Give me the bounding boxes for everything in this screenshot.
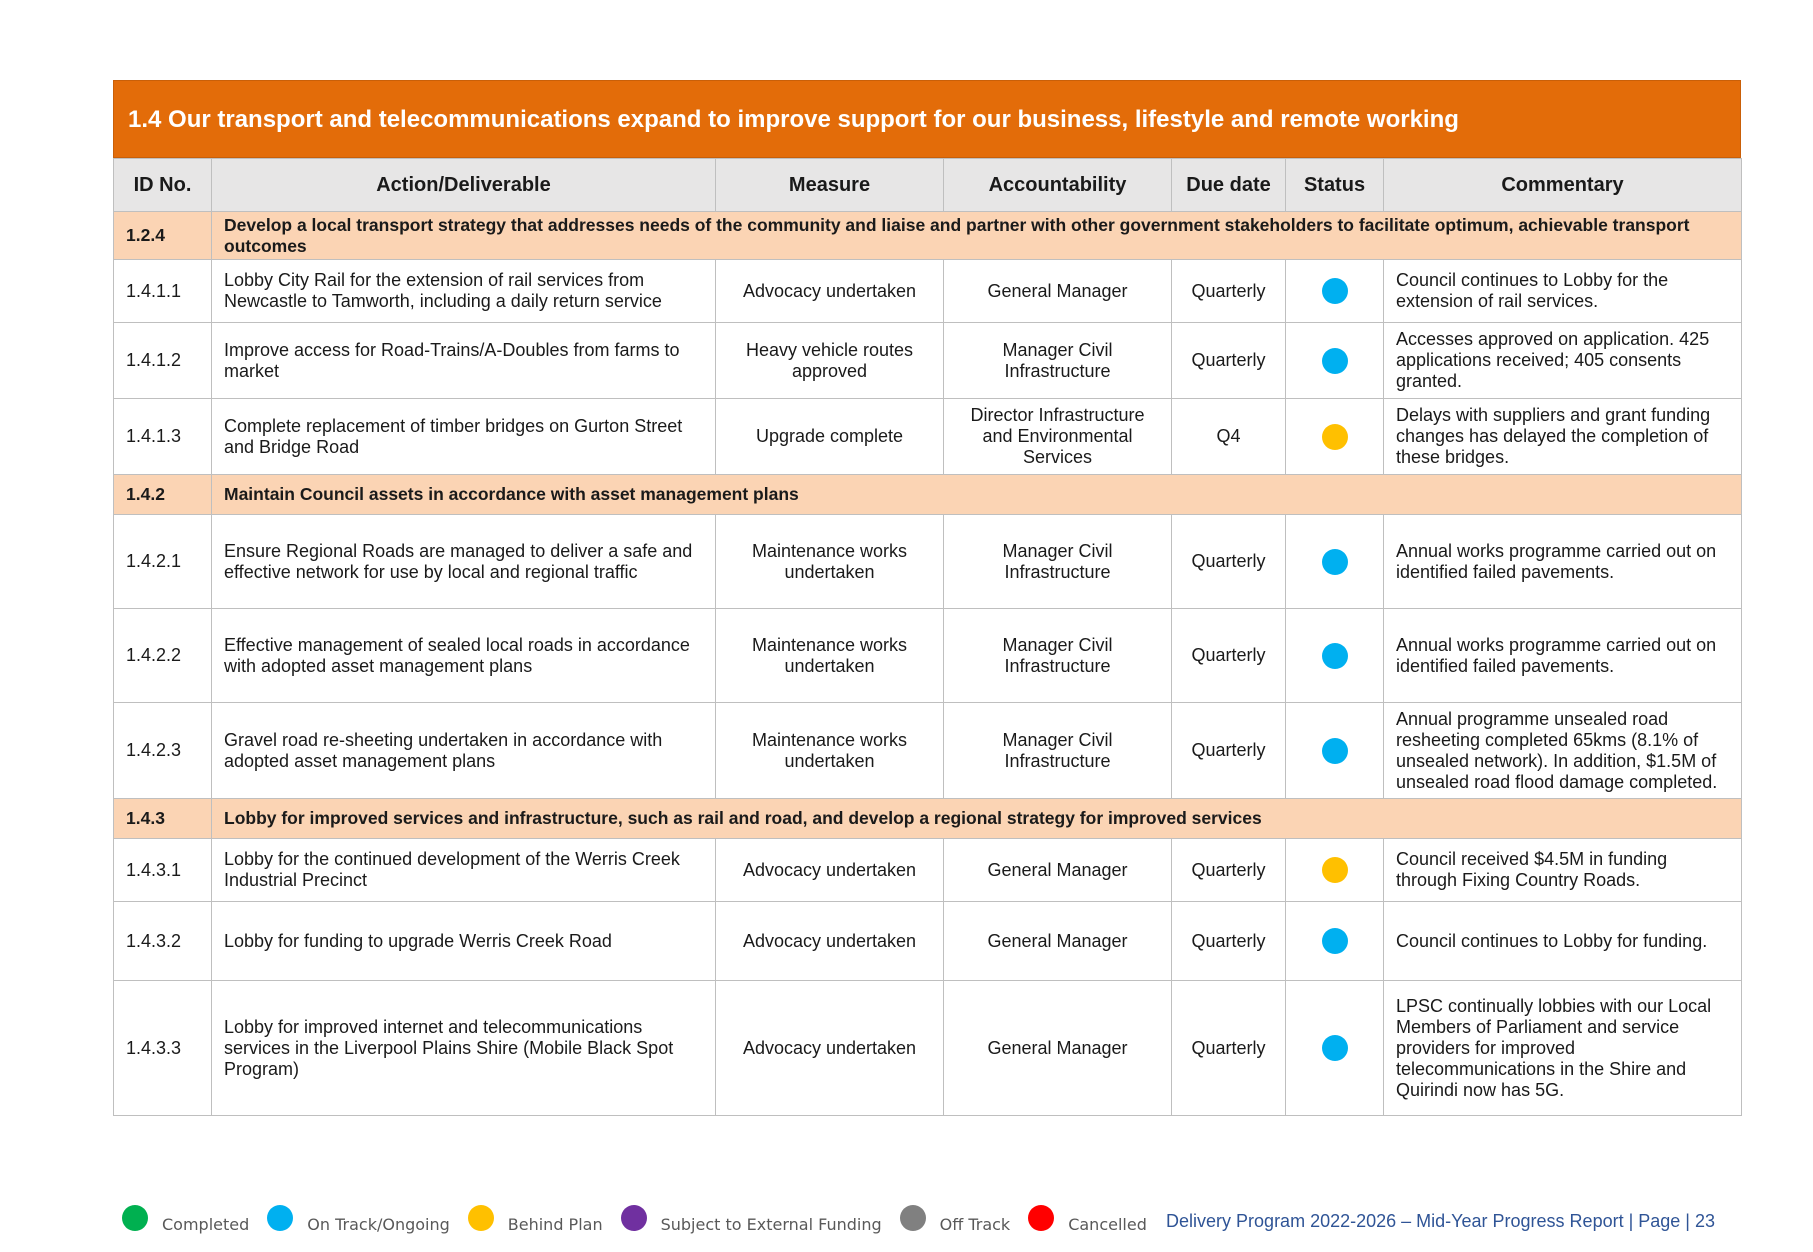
row-measure: Advocacy undertaken xyxy=(716,902,944,981)
section-row xyxy=(114,212,1742,260)
row-measure: Advocacy undertaken xyxy=(716,260,944,323)
legend-off-track xyxy=(900,1211,1011,1237)
section-title: Lobby for improved services and infrastructure, such as rail and road, and develop a regional strategy for improved services xyxy=(212,799,1742,839)
section-title: Develop a local transport strategy that addresses needs of the community and liaise and partner with other government stakeholders to facilitate optimum, achievable transport outcomes xyxy=(212,212,1742,260)
row-commentary: Annual programme unsealed road resheeting completed 65kms (8.1% of unsealed network). In addition, $1.5M of unsealed road flood damage completed. xyxy=(1384,703,1742,799)
row-status xyxy=(1286,902,1384,981)
legend-on-track xyxy=(267,1211,450,1237)
status-dot-icon xyxy=(1322,348,1348,374)
row-status xyxy=(1286,515,1384,609)
row-action: Ensure Regional Roads are managed to deliver a safe and effective network for use by local and regional traffic xyxy=(212,515,716,609)
header-commentary: Commentary xyxy=(1384,159,1742,212)
row-action: Complete replacement of timber bridges on Gurton Street and Bridge Road xyxy=(212,399,716,475)
status-dot-icon xyxy=(1322,549,1348,575)
legend-label: Completed xyxy=(162,1214,250,1234)
actions-table xyxy=(113,158,1742,1116)
header-due-date: Due date xyxy=(1172,159,1286,212)
legend-label: Cancelled xyxy=(1068,1214,1147,1234)
table-row xyxy=(114,323,1742,399)
status-dot-icon xyxy=(1322,424,1348,450)
row-commentary: LPSC continually lobbies with our Local Members of Parliament and service providers for improved telecommunications in the Shire and Quirindi now has 5G. xyxy=(1384,981,1742,1116)
row-action: Lobby for funding to upgrade Werris Creek Road xyxy=(212,902,716,981)
row-id: 1.4.3.2 xyxy=(114,902,212,981)
row-due-date: Quarterly xyxy=(1172,515,1286,609)
legend-label: Subject to External Funding xyxy=(660,1214,882,1234)
row-commentary: Annual works programme carried out on identified failed pavements. xyxy=(1384,515,1742,609)
row-measure: Maintenance works undertaken xyxy=(716,515,944,609)
row-action: Effective management of sealed local roads in accordance with adopted asset management plans xyxy=(212,609,716,703)
off-track-dot-icon xyxy=(900,1205,926,1231)
row-commentary: Council received $4.5M in funding through Fixing Country Roads. xyxy=(1384,839,1742,902)
section-title: Maintain Council assets in accordance with asset management plans xyxy=(212,475,1742,515)
section-id: 1.4.2 xyxy=(114,475,212,515)
row-id: 1.4.2.2 xyxy=(114,609,212,703)
row-due-date: Quarterly xyxy=(1172,323,1286,399)
row-due-date: Quarterly xyxy=(1172,703,1286,799)
section-row xyxy=(114,475,1742,515)
row-id: 1.4.3.1 xyxy=(114,839,212,902)
table-row xyxy=(114,703,1742,799)
row-due-date: Quarterly xyxy=(1172,609,1286,703)
row-status xyxy=(1286,260,1384,323)
table-row xyxy=(114,260,1742,323)
table-row xyxy=(114,981,1742,1116)
completed-dot-icon xyxy=(122,1205,148,1231)
row-measure: Upgrade complete xyxy=(716,399,944,475)
row-id: 1.4.2.3 xyxy=(114,703,212,799)
section-row xyxy=(114,799,1742,839)
section-banner: 1.4 Our transport and telecommunications expand to improve support for our business, lifestyle and remote working xyxy=(113,80,1741,158)
row-commentary: Accesses approved on application. 425 applications received; 405 consents granted. xyxy=(1384,323,1742,399)
row-measure: Advocacy undertaken xyxy=(716,839,944,902)
row-due-date: Quarterly xyxy=(1172,260,1286,323)
status-legend xyxy=(122,1204,1165,1244)
table-row xyxy=(114,902,1742,981)
external-funding-dot-icon xyxy=(621,1205,647,1231)
legend-label: On Track/Ongoing xyxy=(307,1214,450,1234)
header-row xyxy=(114,159,1742,212)
progress-report xyxy=(113,80,1741,1116)
section-id: 1.2.4 xyxy=(114,212,212,260)
row-accountability: General Manager xyxy=(944,902,1172,981)
row-action: Improve access for Road-Trains/A-Doubles from farms to market xyxy=(212,323,716,399)
row-id: 1.4.3.3 xyxy=(114,981,212,1116)
row-status xyxy=(1286,839,1384,902)
row-accountability: Manager Civil Infrastructure xyxy=(944,323,1172,399)
table-row xyxy=(114,839,1742,902)
legend-behind-plan xyxy=(468,1211,603,1237)
section-id: 1.4.3 xyxy=(114,799,212,839)
row-accountability: Manager Civil Infrastructure xyxy=(944,515,1172,609)
row-measure: Maintenance works undertaken xyxy=(716,609,944,703)
row-action: Lobby for improved internet and telecommunications services in the Liverpool Plains Shire (Mobile Black Spot Program) xyxy=(212,981,716,1116)
header-accountability: Accountability xyxy=(944,159,1172,212)
row-commentary: Annual works programme carried out on identified failed pavements. xyxy=(1384,609,1742,703)
row-commentary: Council continues to Lobby for the extension of rail services. xyxy=(1384,260,1742,323)
row-accountability: Manager Civil Infrastructure xyxy=(944,703,1172,799)
header-status: Status xyxy=(1286,159,1384,212)
row-action: Lobby for the continued development of the Werris Creek Industrial Precinct xyxy=(212,839,716,902)
row-status xyxy=(1286,703,1384,799)
legend-completed xyxy=(122,1211,249,1237)
table-row xyxy=(114,609,1742,703)
legend-external-funding xyxy=(621,1211,882,1237)
row-accountability: General Manager xyxy=(944,839,1172,902)
row-measure: Maintenance works undertaken xyxy=(716,703,944,799)
row-commentary: Council continues to Lobby for funding. xyxy=(1384,902,1742,981)
status-dot-icon xyxy=(1322,738,1348,764)
row-accountability: General Manager xyxy=(944,260,1172,323)
row-accountability: Manager Civil Infrastructure xyxy=(944,609,1172,703)
row-status xyxy=(1286,981,1384,1116)
on-track-dot-icon xyxy=(267,1205,293,1231)
row-due-date: Quarterly xyxy=(1172,902,1286,981)
row-id: 1.4.2.1 xyxy=(114,515,212,609)
legend-label: Off Track xyxy=(939,1214,1011,1234)
header-action: Action/Deliverable xyxy=(212,159,716,212)
row-action: Gravel road re-sheeting undertaken in accordance with adopted asset management plans xyxy=(212,703,716,799)
row-id: 1.4.1.3 xyxy=(114,399,212,475)
row-status xyxy=(1286,609,1384,703)
behind-plan-dot-icon xyxy=(468,1205,494,1231)
row-accountability: General Manager xyxy=(944,981,1172,1116)
row-id: 1.4.1.1 xyxy=(114,260,212,323)
row-due-date: Quarterly xyxy=(1172,981,1286,1116)
status-dot-icon xyxy=(1322,857,1348,883)
table-row xyxy=(114,399,1742,475)
row-id: 1.4.1.2 xyxy=(114,323,212,399)
cancelled-dot-icon xyxy=(1028,1205,1054,1231)
status-dot-icon xyxy=(1322,1035,1348,1061)
row-measure: Heavy vehicle routes approved xyxy=(716,323,944,399)
row-due-date: Q4 xyxy=(1172,399,1286,475)
row-accountability: Director Infrastructure and Environmental Services xyxy=(944,399,1172,475)
row-measure: Advocacy undertaken xyxy=(716,981,944,1116)
status-dot-icon xyxy=(1322,643,1348,669)
legend-label: Behind Plan xyxy=(507,1214,603,1234)
header-id: ID No. xyxy=(114,159,212,212)
row-commentary: Delays with suppliers and grant funding changes has delayed the completion of these bridges. xyxy=(1384,399,1742,475)
row-due-date: Quarterly xyxy=(1172,839,1286,902)
page-footer: Delivery Program 2022-2026 – Mid-Year Progress Report | Page | 23 xyxy=(1166,1211,1715,1231)
status-dot-icon xyxy=(1322,928,1348,954)
row-status xyxy=(1286,399,1384,475)
status-dot-icon xyxy=(1322,278,1348,304)
header-measure: Measure xyxy=(716,159,944,212)
row-status xyxy=(1286,323,1384,399)
table-row xyxy=(114,515,1742,609)
row-action: Lobby City Rail for the extension of rail services from Newcastle to Tamworth, including a daily return service xyxy=(212,260,716,323)
